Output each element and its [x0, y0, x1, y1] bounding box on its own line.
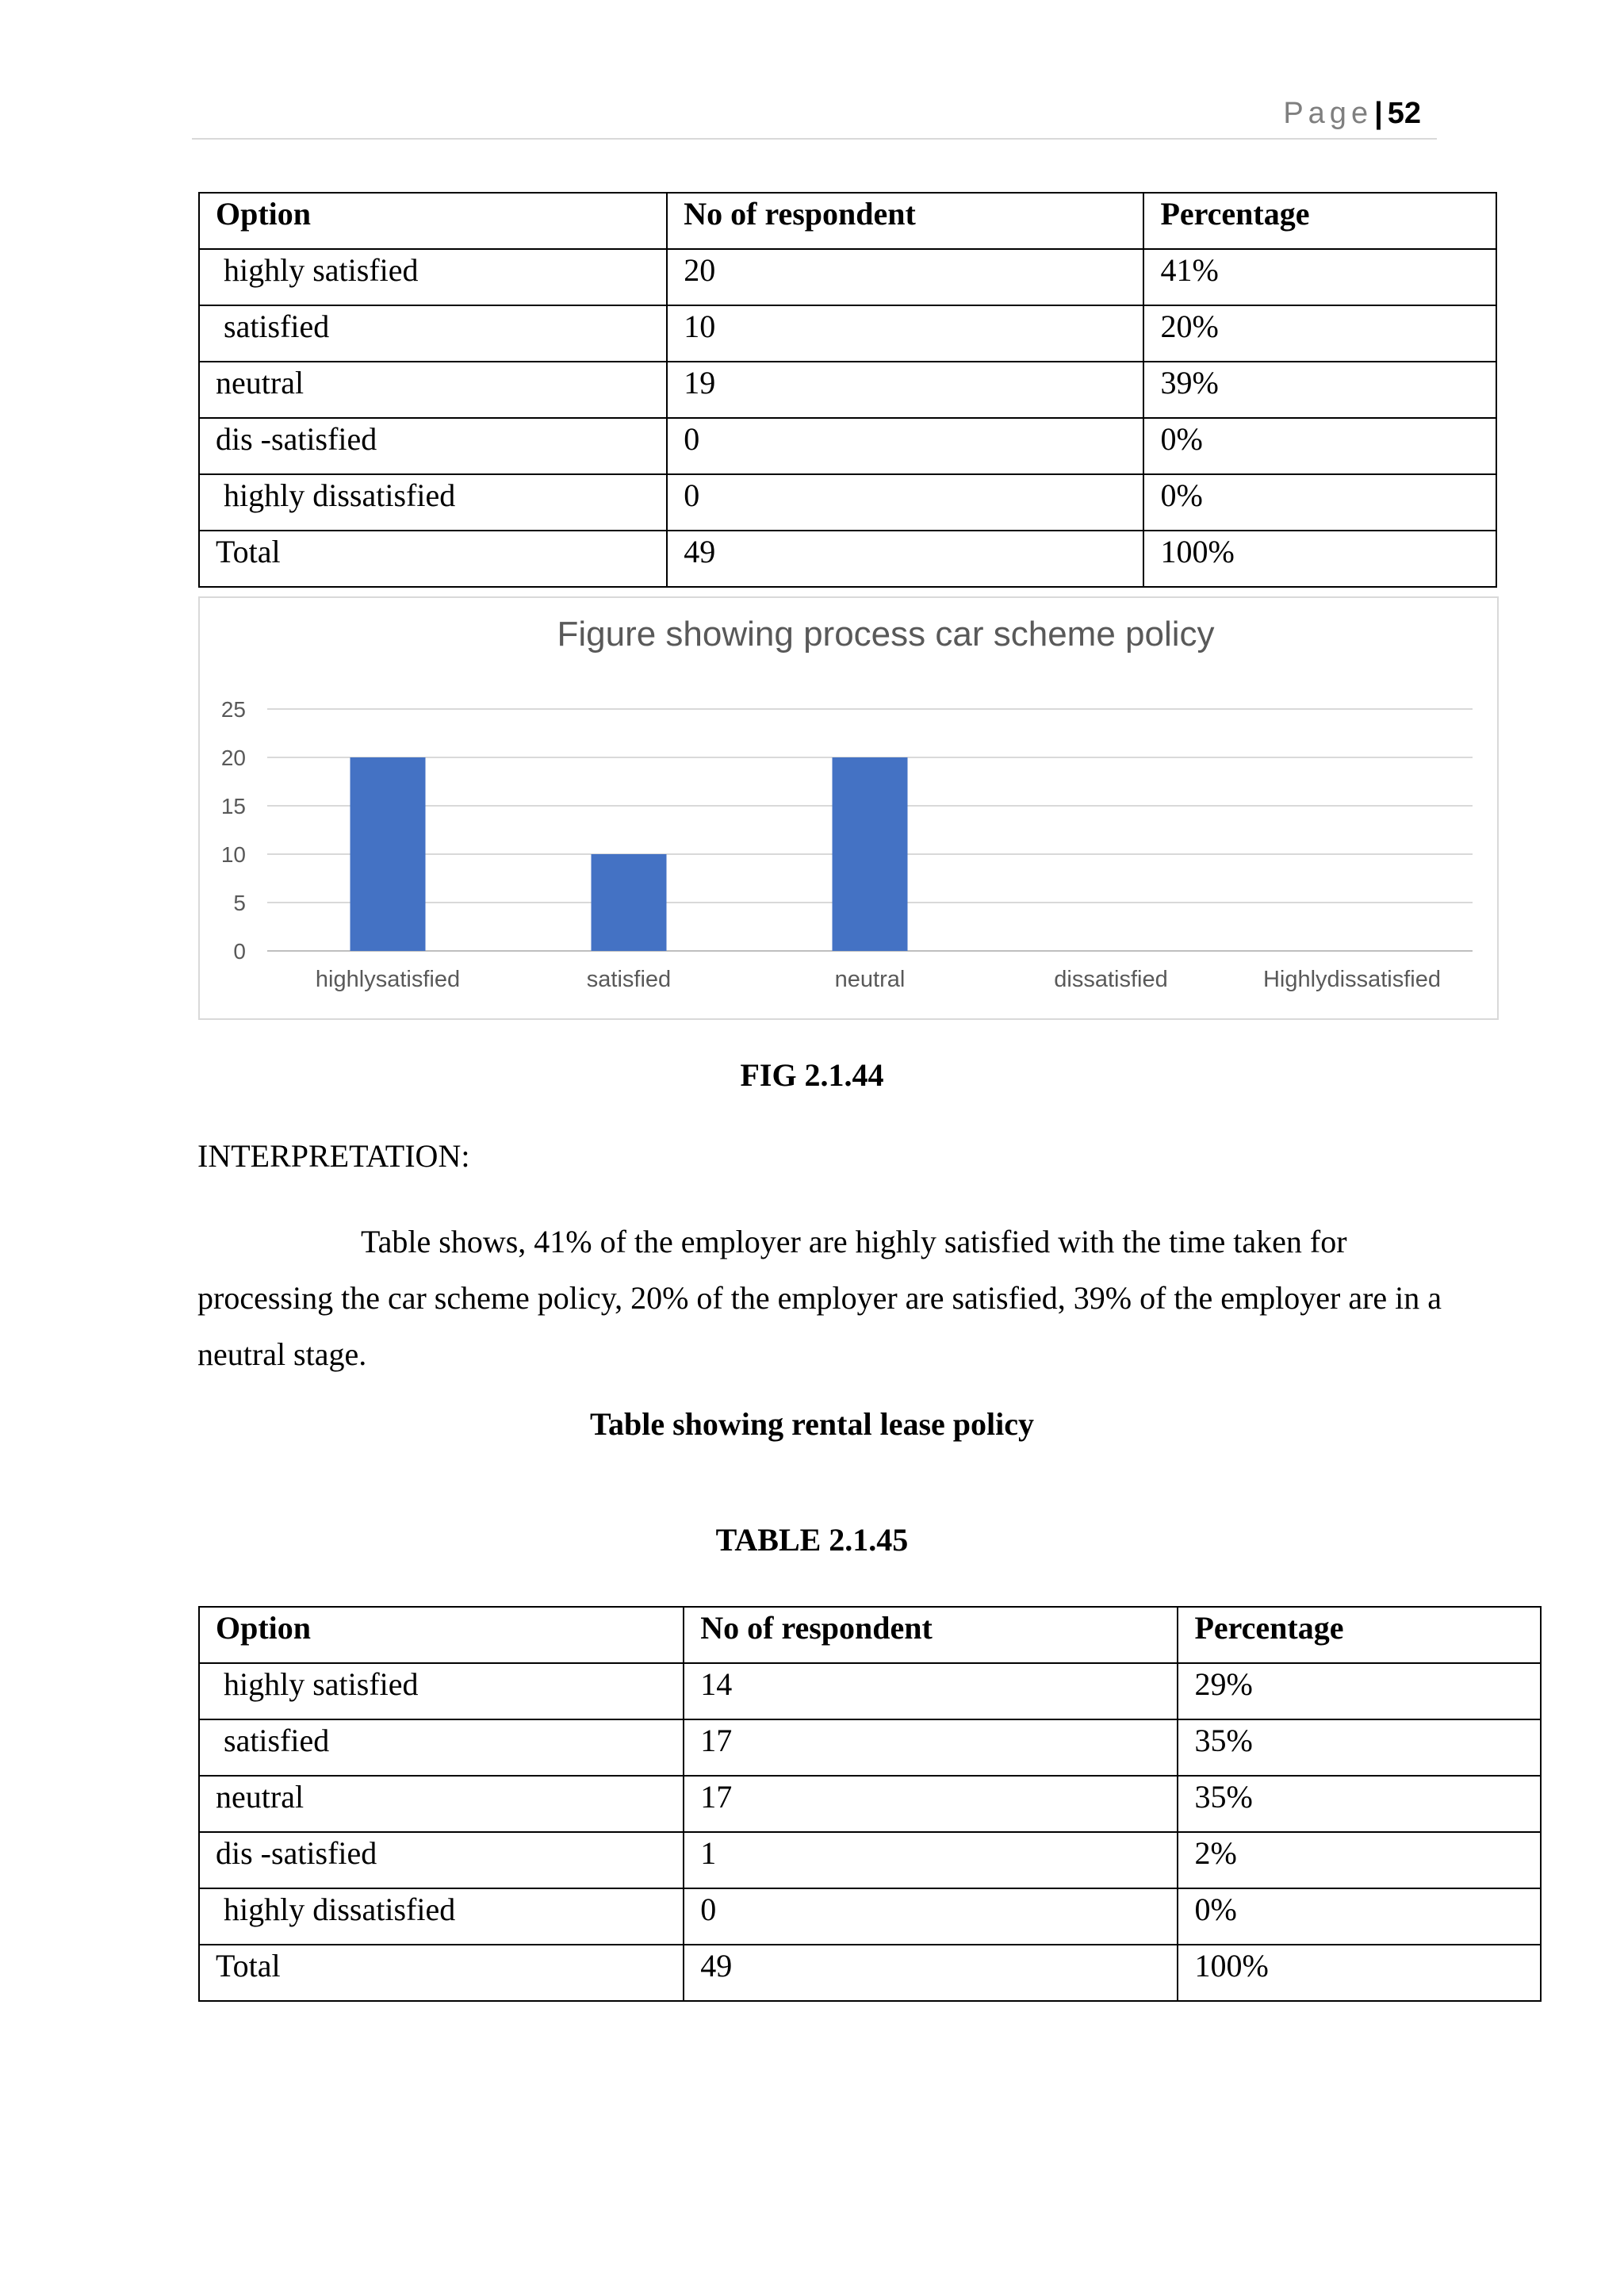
table-header-row	[199, 1607, 1541, 1663]
y-tick-label: 20	[220, 746, 246, 770]
bar	[592, 854, 667, 951]
table-row	[199, 1719, 1541, 1776]
x-tick-label: Highlydissatisfied	[1262, 967, 1442, 992]
table-row	[199, 305, 1496, 362]
percentage-cell: 100%	[1143, 531, 1496, 587]
bar-chart	[198, 596, 1499, 1020]
x-tick-label: satisfied	[586, 967, 672, 992]
y-tick-label: 10	[220, 842, 246, 867]
table-rental-lease	[198, 1606, 1542, 2002]
percentage-cell: 0%	[1143, 418, 1496, 474]
percentage-cell: 35%	[1178, 1719, 1541, 1776]
chart-title: Figure showing process car scheme policy	[557, 615, 1215, 654]
respondent-cell: 49	[667, 531, 1143, 587]
percentage-cell: 29%	[1178, 1663, 1541, 1719]
option-cell: highly dissatisfied	[199, 474, 667, 531]
percentage-cell: 20%	[1143, 305, 1496, 362]
x-tick-label: dissatisfied	[1054, 967, 1168, 992]
percentage-cell: 35%	[1178, 1776, 1541, 1832]
option-cell: satisfied	[199, 1719, 684, 1776]
respondent-cell: 0	[667, 418, 1143, 474]
table-row	[199, 249, 1496, 305]
percentage-cell: 0%	[1178, 1888, 1541, 1945]
x-tick-label: neutral	[834, 967, 906, 992]
table-header-cell: Percentage	[1178, 1607, 1541, 1663]
respondent-cell: 0	[684, 1888, 1178, 1945]
table-header-cell: Option	[199, 193, 667, 249]
option-cell: highly dissatisfied	[199, 1888, 684, 1945]
option-cell: highly satisfied	[199, 1663, 684, 1719]
percentage-cell: 2%	[1178, 1832, 1541, 1888]
respondent-cell: 19	[667, 362, 1143, 418]
x-tick-label: highlysatisfied	[315, 967, 461, 992]
page-separator: |	[1374, 97, 1383, 130]
percentage-cell: 100%	[1178, 1945, 1541, 2001]
respondent-cell: 14	[684, 1663, 1178, 1719]
page-number: 52	[1387, 97, 1421, 130]
respondent-cell: 10	[667, 305, 1143, 362]
section-title: Table showing rental lease policy	[589, 1406, 1035, 1442]
page-header	[192, 97, 1437, 140]
table-row	[199, 418, 1496, 474]
percentage-cell: 0%	[1143, 474, 1496, 531]
bar	[833, 757, 908, 951]
page-word: Page	[1283, 97, 1373, 130]
percentage-cell: 41%	[1143, 249, 1496, 305]
table-row	[199, 474, 1496, 531]
percentage-cell: 39%	[1143, 362, 1496, 418]
chart-svg	[200, 598, 1497, 1018]
option-cell: Total	[199, 531, 667, 587]
table-caption: TABLE 2.1.45	[715, 1522, 909, 1558]
option-cell: dis -satisfied	[199, 418, 667, 474]
interpretation-paragraph: Table shows, 41% of the employer are highly satisfied with the time taken for processing the car scheme policy, 20% of the employer are satisfied, 39% of the employer are in a neutral stage.	[197, 1224, 1442, 1372]
table-row	[199, 1888, 1541, 1945]
table-header-cell: Percentage	[1143, 193, 1496, 249]
respondent-cell: 17	[684, 1776, 1178, 1832]
interpretation-heading: INTERPRETATION:	[197, 1138, 470, 1174]
table-header-row	[199, 193, 1496, 249]
table-row	[199, 1832, 1541, 1888]
option-cell: highly satisfied	[199, 249, 667, 305]
table-row	[199, 1663, 1541, 1719]
respondent-cell: 17	[684, 1719, 1178, 1776]
option-cell: dis -satisfied	[199, 1832, 684, 1888]
figure-caption: FIG 2.1.44	[740, 1057, 884, 1093]
respondent-cell: 1	[684, 1832, 1178, 1888]
y-tick-label: 0	[233, 939, 246, 964]
y-tick-label: 5	[233, 891, 246, 915]
option-cell: Total	[199, 1945, 684, 2001]
table-row-total	[199, 1945, 1541, 2001]
option-cell: satisfied	[199, 305, 667, 362]
y-tick-label: 15	[220, 794, 246, 818]
option-cell: neutral	[199, 1776, 684, 1832]
table-row	[199, 1776, 1541, 1832]
y-tick-label: 25	[220, 697, 246, 722]
respondent-cell: 20	[667, 249, 1143, 305]
table-row	[199, 362, 1496, 418]
table-car-scheme	[198, 192, 1497, 588]
respondent-cell: 0	[667, 474, 1143, 531]
table-header-cell: Option	[199, 1607, 684, 1663]
respondent-cell: 49	[684, 1945, 1178, 2001]
bar	[350, 757, 426, 951]
table-row-total	[199, 531, 1496, 587]
option-cell: neutral	[199, 362, 667, 418]
table-header-cell: No of respondent	[667, 193, 1143, 249]
table-header-cell: No of respondent	[684, 1607, 1178, 1663]
